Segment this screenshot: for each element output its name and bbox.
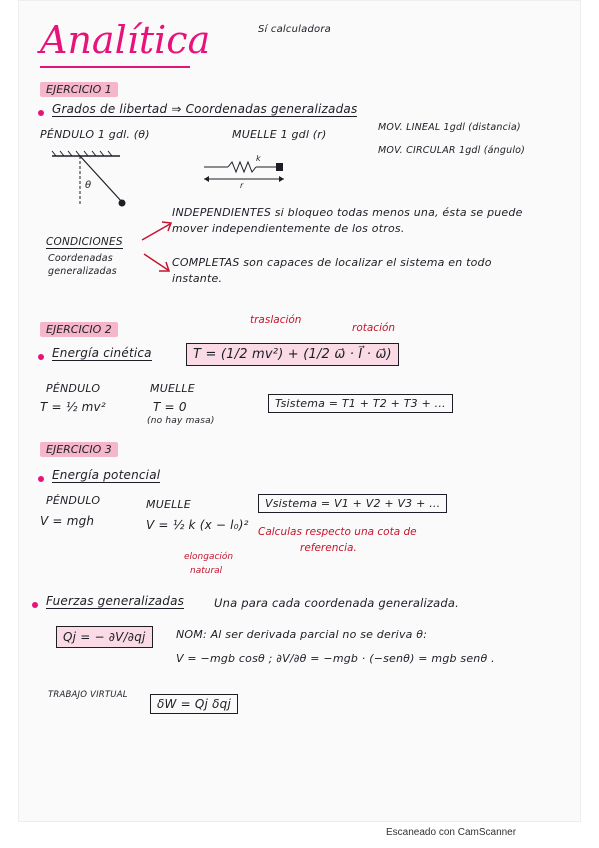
condiciones-label: CONDICIONES — [46, 236, 123, 248]
ex2-pendulo: PÉNDULO — [46, 382, 101, 395]
title-underline — [40, 66, 190, 68]
spring-r-label: r — [240, 181, 244, 190]
spring-sketch — [200, 155, 290, 195]
pendulo-gdl: PÉNDULO 1 gdl. (θ) — [40, 128, 150, 141]
v-muelle: V = ½ k (x − l₀)² — [146, 518, 249, 532]
exercise-1-label: EJERCICIO 1 — [40, 82, 118, 97]
trabajo-virtual-formula: δW = Qj δqj — [150, 694, 238, 714]
exercise-2-label: EJERCICIO 2 — [40, 322, 118, 337]
elongacion-line2: natural — [190, 566, 223, 576]
ex3-muelle: MUELLE — [146, 498, 191, 511]
t-pendulo: T = ½ mv² — [40, 400, 106, 414]
elongacion-line1: elongación — [184, 552, 234, 562]
bullet-dot — [38, 110, 44, 116]
mov-circular: MOV. CIRCULAR 1gdl (ángulo) — [378, 145, 526, 156]
scanner-footer: Escaneado con CamScanner — [386, 827, 517, 838]
qj-formula: Qj = − ∂V/∂qj — [56, 626, 153, 648]
spring-k-label: k — [256, 154, 261, 163]
bullet-dot — [38, 354, 44, 360]
nom-note: NOM: Al ser derivada parcial no se deriva θ: — [176, 628, 428, 641]
calculas-line2: referencia. — [300, 542, 357, 554]
ex2-bullet: Energía cinética — [52, 346, 152, 360]
ex1-bullet: Grados de libertad ⇒ Coordenadas generalizadas — [52, 102, 358, 116]
pendulum-sketch — [50, 150, 140, 220]
independientes-line1: INDEPENDIENTES si bloqueo todas menos una, ésta se puede — [172, 206, 523, 219]
t-sistema-box: Tsistema = T1 + T2 + T3 + ... — [268, 394, 453, 413]
completas-line2: instante. — [172, 272, 223, 285]
t-muelle: T = 0 — [153, 400, 187, 414]
exercise-3-label: EJERCICIO 3 — [40, 442, 118, 457]
v-sistema-box: Vsistema = V1 + V2 + V3 + ... — [258, 494, 447, 513]
kinetic-energy-formula: T = (1/2 mv²) + (1/2 ω⃗ · I⃗ · ω⃗) — [186, 343, 399, 366]
page-title: Analítica — [40, 18, 211, 62]
ex3-bullet: Energía potencial — [52, 468, 161, 482]
theta-label: θ — [85, 180, 92, 191]
coord-gen-line1: Coordenadas — [48, 253, 113, 264]
mov-lineal: MOV. LINEAL 1gdl (distancia) — [378, 122, 521, 133]
ex2-muelle: MUELLE — [150, 382, 195, 395]
fuerzas-desc: Una para cada coordenada generalizada. — [214, 596, 459, 610]
v-pendulo: V = mgh — [40, 514, 95, 528]
independientes-line2: mover independientemente de los otros. — [172, 222, 405, 235]
coord-gen-line2: generalizadas — [48, 266, 117, 277]
muelle-gdl: MUELLE 1 gdl (r) — [232, 128, 327, 141]
bullet-dot — [38, 476, 44, 482]
no-masa-note: (no hay masa) — [147, 416, 215, 426]
traslacion-note: traslación — [250, 314, 302, 326]
nom-derivation: V = −mgb cosθ ; ∂V/∂θ = −mgb · (−senθ) = mgb senθ . — [176, 652, 495, 665]
rotacion-note: rotación — [352, 322, 396, 334]
header-note: Sí calculadora — [258, 24, 331, 35]
calculas-line1: Calculas respecto una cota de — [258, 526, 417, 538]
ex3-pendulo: PÉNDULO — [46, 494, 101, 507]
fuerzas-bullet: Fuerzas generalizadas — [46, 594, 185, 608]
bullet-dot — [32, 602, 38, 608]
completas-line1: COMPLETAS son capaces de localizar el sistema en todo — [172, 256, 492, 269]
trabajo-virtual-label: TRABAJO VIRTUAL — [48, 690, 128, 700]
